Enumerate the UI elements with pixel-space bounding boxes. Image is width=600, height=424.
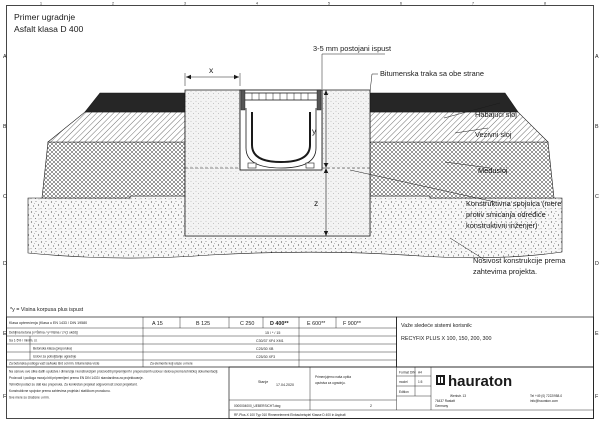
model-label: model <box>399 380 408 384</box>
status-label: Stanje <box>258 380 269 384</box>
company-address-2: 76437 Rastatt <box>435 399 455 403</box>
drainage-channel <box>240 90 322 170</box>
note-line-4: Konstruktivne spojnice prema zahtevima projekta i statičkom proračunu. <box>9 389 111 393</box>
hauraton-logo <box>436 373 512 390</box>
installation-note-1: Primenjujemo naša opšta <box>315 375 351 379</box>
load-class-b125: B 125 <box>196 321 211 327</box>
note-line-5: Sve mere su izražene u mm. <box>9 395 50 400</box>
installation-note-2: uputstva za ugradnju. <box>315 381 346 385</box>
dimension-x-label: x <box>209 65 214 75</box>
logo-wordmark: hauraton <box>448 373 513 390</box>
border-letter-d-right: D <box>595 261 599 267</box>
fine-print-left-1: Za betonska podloga važi se/kako Brd od min. bitumenska vrste <box>9 361 100 366</box>
load-class-c250: C 250 <box>240 321 255 327</box>
channel-foot-right <box>306 163 314 168</box>
dimension-z-label: z <box>314 198 319 208</box>
row-label-conditions: Uslovi za poboljšanje ugradnje <box>33 354 77 359</box>
border-letter-e-left: E <box>3 331 7 337</box>
drawing-title: Primer ugradnje <box>14 12 76 22</box>
label-construction-joint-1: Konstruktivna spojnica (mere <box>466 199 562 208</box>
row-value-concrete-1: C30/37 XF4 XM1 <box>256 339 284 343</box>
border-letter-f-left: F <box>3 394 7 400</box>
system-heading: Važe sledeće sistemi korisnik: <box>401 323 473 329</box>
company-address-3: Germany <box>435 404 449 408</box>
gap-note-text: 3-5 mm postojani ispust <box>313 44 392 53</box>
border-number-1: 1 <box>40 1 42 6</box>
border-number-8: 8 <box>544 1 546 6</box>
logo-mark <box>436 375 445 385</box>
edge-rail-left <box>241 90 245 110</box>
border-number-5: 5 <box>328 1 330 6</box>
note-line-3: Tehnički podaci su dati kao preporuka. Za konkretan projekat odgovornost snosi projektant. <box>9 382 138 387</box>
load-class-e600: E 600** <box>307 321 326 327</box>
company-address-1: Werkstr. 13 <box>450 394 467 398</box>
row-label-concrete-class: Betonska klasa (preporuka) <box>33 346 72 351</box>
dimension-y-label: y <box>312 126 317 136</box>
format-label: Format DIN <box>399 370 416 375</box>
load-class-f900: F 900** <box>343 321 361 327</box>
row-value-concrete-3: C25/30 XF3 <box>256 355 276 359</box>
sheet-number: 2 <box>370 404 372 408</box>
drawing-subtitle: Asfalt klasa D 400 <box>14 24 84 34</box>
note-line-2: Proizvodi i podloga moraju biti pripremljeni prema EN DIN 1433 i standardima za projektovanje. <box>9 376 144 380</box>
note-line-1: Na osnovu ove slike datih uputstva i dimenzija i konstrukcijom proizvoditi pripremljenih i preporučenih uslova i delova prema tehničkoj dokumentaciji. <box>9 369 219 374</box>
binder-layer-right <box>370 112 548 142</box>
load-class-a15: A 15 <box>152 321 163 327</box>
label-intermediate-layer: Međusloj <box>478 166 508 175</box>
row-label-slope: Sa 1-5% / minim. sl. <box>9 338 38 343</box>
label-subgrade-1: Nosivost konstrukcije prema <box>473 256 566 265</box>
edge-rail-right <box>317 90 321 110</box>
system-name: RECYFIX PLUS X 100, 150, 200, 300 <box>401 336 492 342</box>
border-number-2: 2 <box>112 1 114 6</box>
label-bitumen-strip: Bitumenska traka sa obe strane <box>380 69 484 78</box>
wearing-course-left <box>85 93 185 112</box>
border-letter-c-right: C <box>595 194 599 200</box>
intermediate-layer-right <box>370 142 554 198</box>
label-subgrade-2: zahtevima projekta. <box>473 267 538 276</box>
company-phone: Tel +49 (0) 7222/958-0 <box>530 394 563 398</box>
row-value-thickness: 15 / * / 15 <box>265 331 281 335</box>
status-date: 17.04.2020 <box>276 383 294 387</box>
load-class-header-label: Klasa opterećenja (Klasa u EN 1433 / DIN 19580 <box>9 321 88 325</box>
border-letter-a-left: A <box>3 54 7 60</box>
border-number-6: 6 <box>400 1 402 6</box>
border-number-3: 3 <box>184 1 186 6</box>
load-class-d400: D 400** <box>270 321 289 327</box>
intermediate-layer-left <box>42 142 185 198</box>
border-letter-f-right: F <box>595 394 599 400</box>
border-letter-c-left: C <box>3 194 7 200</box>
edition-label: Edition <box>399 390 409 394</box>
footnote: *y = Visina korpusa plus ispust <box>10 307 84 313</box>
row-value-concrete-2: C25/30 XB <box>256 347 274 351</box>
company-email: info@hauraton.com <box>530 399 558 403</box>
border-letter-b-right: B <box>595 124 599 130</box>
channel-foot-left <box>248 163 256 168</box>
border-letter-b-left: B <box>3 124 7 130</box>
border-letter-e-right: E <box>595 331 599 337</box>
border-number-4: 4 <box>256 1 258 6</box>
drawing-description: RF-Plus-X 100 Typ 010 Rinnenelement Einbaubeispiel Klasse D 400 in Asphalt <box>234 413 346 417</box>
border-number-7: 7 <box>472 1 474 6</box>
label-binder-course: Vezivni sloj <box>475 130 512 139</box>
format-value: A4 <box>418 370 422 375</box>
row-label-thickness: Debljina betona (x=Širina / y=Visina / z=(z ukdd)) <box>9 330 79 335</box>
border-letter-d-left: D <box>3 261 7 267</box>
label-wearing-course: Habajući sloj <box>475 110 517 119</box>
grate <box>244 93 318 100</box>
label-construction-joint-3: konstruktivni inženjer) <box>466 221 538 230</box>
drawing-number: 0000004000_UEBERSICHT.dwg <box>234 404 281 408</box>
border-letter-a-right: A <box>595 54 599 60</box>
fine-print-left-2: Za elemente koji ulaze u mere <box>150 361 193 366</box>
model-value: 1:5 <box>418 380 423 384</box>
label-construction-joint-2: protiv smicanja određiće <box>466 210 546 219</box>
